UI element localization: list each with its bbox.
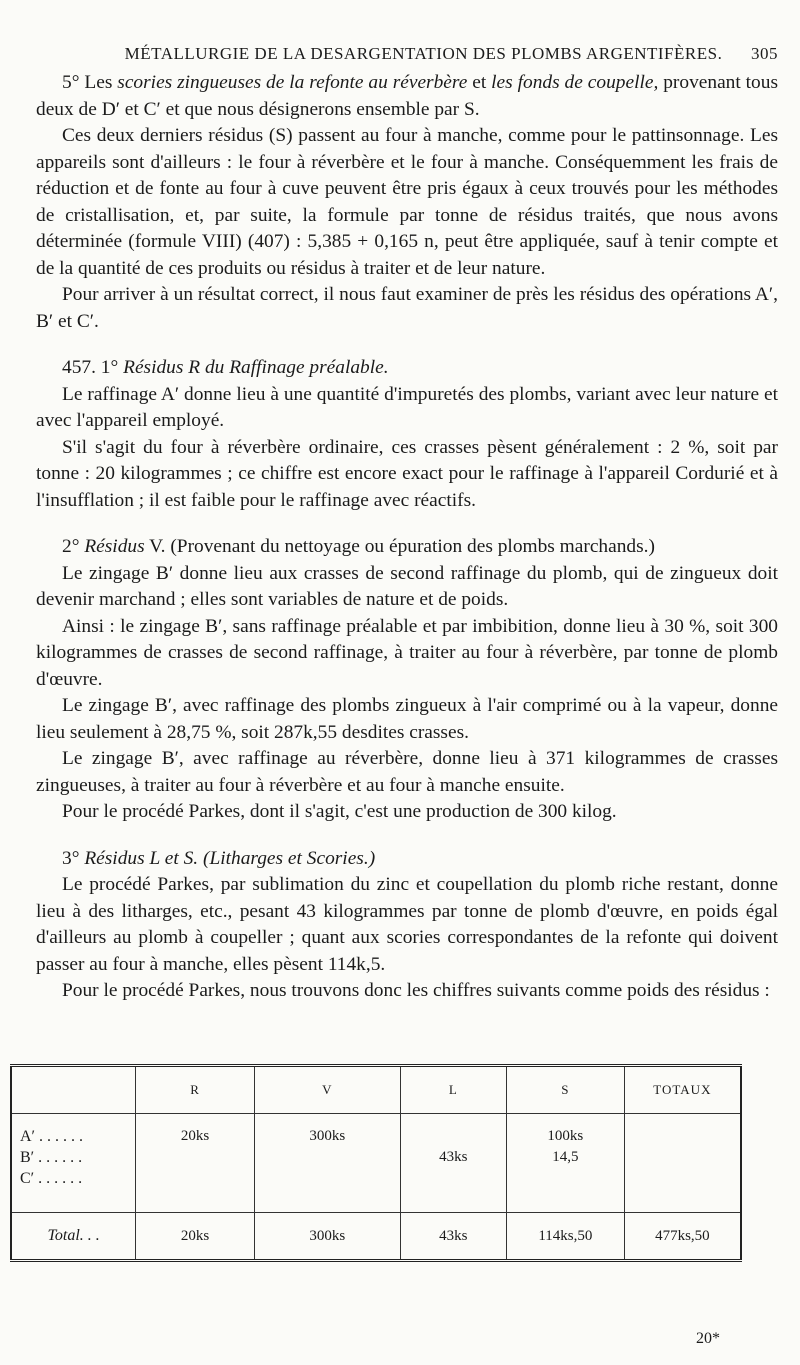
signature-mark: 20* bbox=[696, 1330, 720, 1347]
cell-l bbox=[400, 1114, 506, 1213]
page bbox=[36, 44, 778, 1005]
paragraph-11: Le procédé Parkes, par sublimation du zinc et coupellation du plomb riche restant, donne lieu à des litharges, etc., pesant 43 kilogrammes par tonne de plomb d'œuvre, en poids égal d'ailleurs au plomb à coupeller ; quant aux scories correspondantes de la refonte qui doivent passer au four à manche, elles pèsent 114k,5. bbox=[36, 874, 778, 975]
paragraph-12: Pour le procédé Parkes, nous trouvons donc les chiffres suivants comme poids des résidus : bbox=[62, 980, 770, 1001]
total-r: 20ks bbox=[136, 1213, 255, 1261]
total-l: 43ks bbox=[400, 1213, 506, 1261]
section-457-heading: 457. 1° Résidus R du Raffinage préalable. bbox=[62, 357, 389, 378]
paragraph-2: Ces deux derniers résidus (S) passent au four à manche, comme pour le pattinsonnage. Les appareils sont d'ailleurs : le four à réverbère et le four à manche. Conséquemment les frais de réduction et de fonte au four à cuve peuvent être pris égaux à ceux trouvés pour les méthodes de cristallisation, et, par suite, la formule par tonne de résidus traités, que nous avons déterminée (formule VIII) (407) : 5,385 + 0,165 n, peut être appliquée, sauf à tenir compte et de la quantité de ces produits ou résidus à traiter et de leur nature. bbox=[36, 125, 778, 279]
table-header-empty bbox=[11, 1066, 136, 1114]
row-label-b: B′ . . . . . . bbox=[20, 1149, 83, 1166]
cell-v-b: 300ks bbox=[309, 1128, 346, 1144]
cell-l-c: 43ks bbox=[439, 1149, 468, 1165]
table-header-v: V bbox=[254, 1066, 400, 1114]
table-header-l: L bbox=[400, 1066, 506, 1114]
total-v: 300ks bbox=[254, 1213, 400, 1261]
page-number: 305 bbox=[751, 44, 778, 63]
paragraph-10: Pour le procédé Parkes, dont il s'agit, c'est une production de 300 kilog. bbox=[62, 801, 617, 822]
cell-s-b: 100ks bbox=[547, 1128, 584, 1144]
total-totaux: 477ks,50 bbox=[624, 1213, 741, 1261]
table-row bbox=[11, 1114, 741, 1213]
paragraph-8: Le zingage B′, avec raffinage des plombs zingueux à l'air comprimé ou à la vapeur, donne lieu seulement à 28,75 %, soit 287k,55 desdites crasses. bbox=[36, 695, 778, 743]
table-total-row bbox=[11, 1213, 741, 1261]
table-header-totaux: TOTAUX bbox=[624, 1066, 741, 1114]
section-2-heading: 2° Résidus V. (Provenant du nettoyage ou épuration des plombs marchands.) bbox=[62, 536, 655, 557]
row-label-a: A′ . . . . . . bbox=[20, 1128, 84, 1145]
table-header-row bbox=[11, 1066, 741, 1114]
paragraph-4: Le raffinage A′ donne lieu à une quantité d'impuretés des plombs, variant avec leur nature et avec l'appareil employé. bbox=[36, 383, 778, 431]
table-header-r: R bbox=[136, 1066, 255, 1114]
cell-r bbox=[136, 1114, 255, 1213]
residues-table bbox=[10, 1064, 742, 1262]
paragraph-5: S'il s'agit du four à réverbère ordinaire, ces crasses pèsent généralement : 2 %, soit par tonne : 20 kilogrammes ; ce chiffre est encore exact pour le raffinage à l'appareil Cordurié et à l'insufflation ; il est faible pour le raffinage avec réactifs. bbox=[36, 436, 778, 511]
cell-totaux bbox=[624, 1114, 741, 1213]
paragraph-6: Le zingage B′ donne lieu aux crasses de second raffinage du plomb, qui de zingueux doit devenir marchand ; elles sont variables de nature et de poids. bbox=[36, 562, 778, 610]
paragraph-1: 5° Les scories zingueuses de la refonte au réverbère et les fonds de coupelle, provenant tous deux de D′ et C′ et que nous désignerons ensemble par S. bbox=[36, 72, 778, 120]
header-title: MÉTALLURGIE DE LA DESARGENTATION DES PLOMBS ARGENTIFÈRES. bbox=[124, 44, 723, 63]
table-header-s: S bbox=[506, 1066, 624, 1114]
cell-s bbox=[506, 1114, 624, 1213]
cell-s-c: 14,5 bbox=[552, 1149, 579, 1165]
running-header bbox=[36, 44, 778, 64]
row-labels bbox=[11, 1114, 136, 1213]
total-label: Total. . . bbox=[47, 1227, 100, 1244]
paragraph-3: Pour arriver à un résultat correct, il nous faut examiner de près les résidus des opérations A′, B′ et C′. bbox=[36, 284, 778, 332]
row-label-c: C′ . . . . . . bbox=[20, 1170, 83, 1187]
paragraph-9: Le zingage B′, avec raffinage au réverbère, donne lieu à 371 kilogrammes de crasses zingueuses, à traiter au four à réverbère et au four à manche ensuite. bbox=[36, 748, 778, 796]
paragraph-7: Ainsi : le zingage B′, sans raffinage préalable et par imbibition, donne lieu à 30 %, soit 300 kilogrammes de crasses de second raffinage, à traiter au four à réverbère, par tonne de plomb d'œuvre. bbox=[36, 615, 778, 690]
section-3-heading: 3° Résidus L et S. (Litharges et Scories.) bbox=[62, 847, 376, 869]
cell-r-a: 20ks bbox=[180, 1128, 210, 1144]
total-s: 114ks,50 bbox=[506, 1213, 624, 1261]
cell-v bbox=[254, 1114, 400, 1213]
